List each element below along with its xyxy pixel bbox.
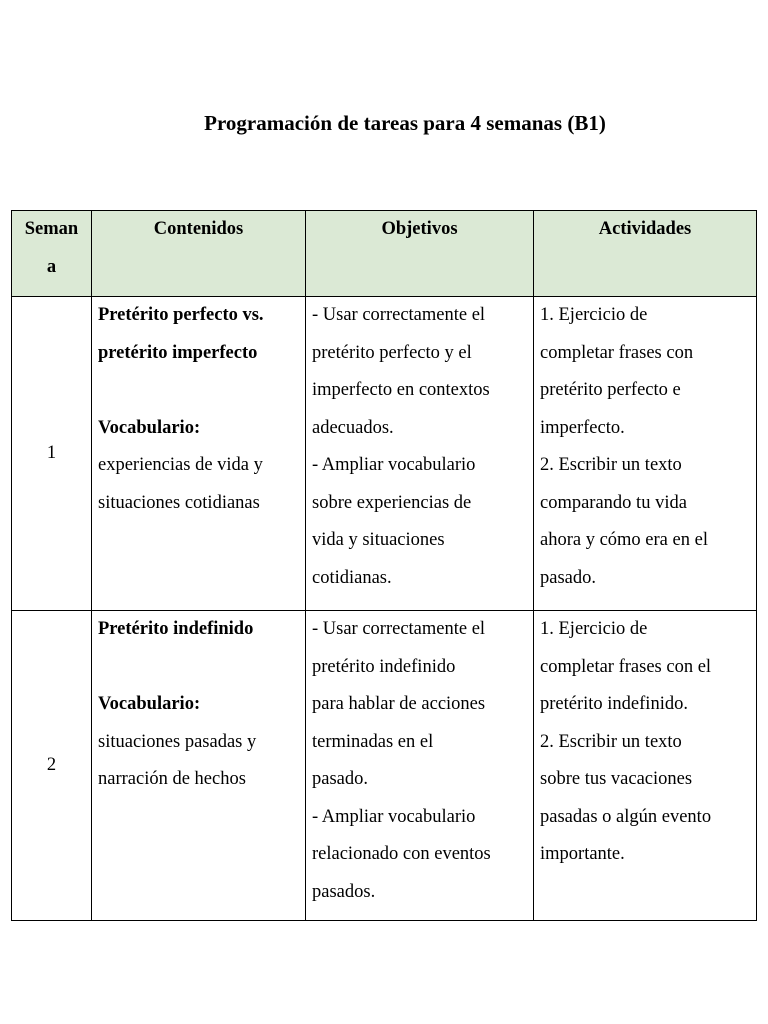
schedule-table (11, 210, 757, 921)
grammar-topic: pretérito imperfecto (98, 342, 258, 363)
objective-line: para hablar de acciones (312, 694, 486, 714)
vocabulary-topic: situaciones pasadas y (98, 731, 257, 752)
objective-line: - Ampliar vocabulario (312, 806, 476, 827)
activity-line: 2. Escribir un texto (540, 455, 682, 475)
vocabulary-label: Vocabulario: (98, 694, 201, 714)
week-number: 2 (12, 611, 92, 921)
objective-line: imperfecto en contextos (312, 380, 490, 400)
spacer (98, 649, 299, 687)
activity-line: imperfecto. (540, 417, 625, 438)
objective-line: pasados. (312, 881, 376, 902)
document-title: Programación de tareas para 4 semanas (B1) (204, 111, 606, 135)
activity-line: 2. Escribir un texto (540, 731, 682, 752)
activity-line: pretérito indefinido. (540, 694, 688, 714)
objective-line: vida y situaciones (312, 530, 445, 550)
spacer (98, 372, 299, 410)
vocabulary-topic: situaciones cotidianas (98, 492, 260, 513)
activity-line: 1. Ejercicio de (540, 305, 648, 325)
activity-line: pasadas o algún evento (540, 806, 712, 827)
header-row (12, 211, 757, 297)
activity-line: pretérito perfecto e (540, 380, 681, 400)
objective-line: pretérito perfecto y el (312, 342, 472, 363)
activity-line: completar frases con (540, 342, 694, 363)
table-row-week-1 (12, 297, 757, 611)
objective-line: terminadas en el (312, 731, 434, 752)
objective-line: pasado. (312, 769, 368, 789)
objective-line: - Ampliar vocabulario (312, 455, 476, 475)
activity-line: completar frases con el (540, 656, 712, 677)
grammar-topic: Pretérito indefinido (98, 619, 254, 639)
objective-line: sobre experiencias de (312, 492, 472, 513)
objective-line: - Usar correctamente el (312, 305, 486, 325)
activity-line: importante. (540, 844, 625, 864)
activities-cell (534, 297, 757, 611)
vocabulary-label: Vocabulario: (98, 417, 201, 438)
activities-cell (534, 611, 757, 921)
activity-line: pasado. (540, 567, 596, 588)
header-week-line2: a (46, 256, 57, 277)
vocabulary-topic: narración de hechos (98, 769, 246, 789)
table-row-week-2 (12, 611, 757, 921)
activity-line: comparando tu vida (540, 492, 687, 513)
objective-line: relacionado con eventos (312, 844, 491, 864)
activity-line: ahora y cómo era en el (540, 530, 708, 550)
vocabulary-topic: experiencias de vida y (98, 455, 263, 475)
activity-line: 1. Ejercicio de (540, 619, 648, 639)
objectives-cell (306, 297, 534, 611)
week-number: 1 (12, 297, 92, 611)
objective-line: cotidianas. (312, 567, 392, 588)
header-week (12, 211, 92, 297)
objectives-cell (306, 611, 534, 921)
header-contents: Contenidos (92, 211, 306, 297)
header-week-line1: Seman (24, 219, 79, 239)
header-objectives: Objetivos (306, 211, 534, 297)
objective-line: - Usar correctamente el (312, 619, 486, 639)
contents-cell (92, 297, 306, 611)
objective-line: pretérito indefinido (312, 656, 456, 677)
header-activities: Actividades (534, 211, 757, 297)
grammar-topic: Pretérito perfecto vs. (98, 305, 264, 325)
contents-cell (92, 611, 306, 921)
objective-line: adecuados. (312, 417, 394, 438)
activity-line: sobre tus vacaciones (540, 769, 693, 789)
